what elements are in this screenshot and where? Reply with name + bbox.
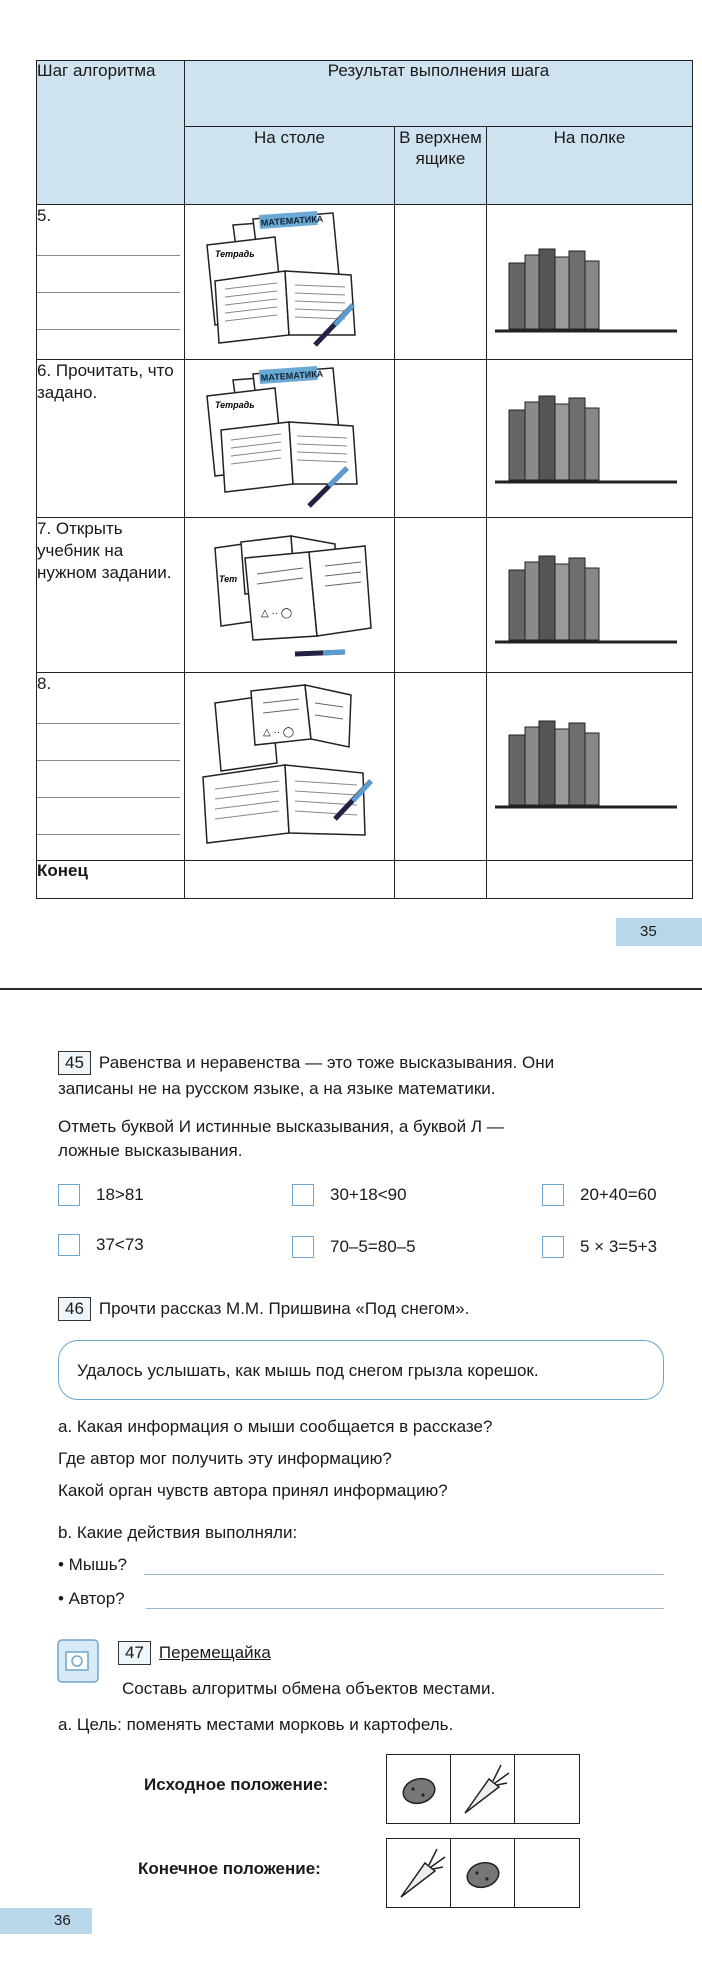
carrot-icon: [391, 1845, 447, 1901]
statement-text: 37<73: [96, 1235, 144, 1254]
header-on-table: На столе: [185, 127, 395, 205]
svg-text:△ ·· ◯: △ ·· ◯: [261, 608, 293, 619]
answer-line[interactable]: [37, 798, 180, 835]
header-step: Шаг алгоритма: [37, 61, 185, 205]
shelf-cell: [487, 205, 693, 360]
books-on-table-illustration: [185, 673, 385, 853]
shelf-cell: [487, 518, 693, 673]
question-a-line3: Какой орган чувств автора принял информацию?: [58, 1481, 448, 1500]
books-on-table-illustration: [185, 205, 385, 355]
statement-text: 30+18<90: [330, 1185, 407, 1204]
step-label: 7. Открыть учебник на нужном задании.: [37, 519, 172, 582]
answer-line[interactable]: [37, 724, 180, 761]
answer-checkbox[interactable]: [542, 1184, 564, 1206]
header-in-drawer: В верхнем ящике: [395, 127, 487, 205]
statement-item[interactable]: [542, 1236, 657, 1258]
task45-text-line2: записаны не на русском языке, а на языке математики.: [58, 1079, 496, 1098]
task46-text: Прочти рассказ М.М. Пришвина «Под снегом».: [98, 1299, 470, 1318]
books-on-shelf-illustration: [487, 673, 687, 853]
books-on-table-illustration: [185, 518, 385, 668]
potato-icon: [455, 1845, 511, 1901]
question-a-line1: a. Какая информация о мыши сообщается в рассказе?: [58, 1417, 493, 1436]
page-number: 35: [616, 918, 702, 946]
step-6: [37, 360, 185, 518]
mouse-answer-line[interactable]: [144, 1574, 664, 1575]
task45-text-line1: [58, 1050, 554, 1076]
notebook-title: Тетрадь: [215, 400, 255, 410]
task46-heading: [58, 1296, 469, 1322]
goal-label: a. Цель: поменять местами морковь и картофель.: [58, 1715, 454, 1734]
grid-cell: [387, 1755, 451, 1823]
statement-text: 70–5=80–5: [330, 1237, 416, 1256]
statement-text: 18>81: [96, 1185, 144, 1204]
page-35: [0, 0, 702, 990]
statement-item[interactable]: [58, 1184, 144, 1206]
task47-text: Составь алгоритмы обмена объектов местами.: [122, 1679, 496, 1698]
end-label: Конец: [37, 861, 185, 899]
answer-line[interactable]: [37, 761, 180, 798]
table-cell-books: [185, 518, 395, 673]
end-cell: [185, 861, 395, 899]
task47-title: Перемещайка: [158, 1643, 271, 1662]
question-b: b. Какие действия выполняли:: [58, 1523, 298, 1542]
step-7: [37, 518, 185, 673]
final-position-grid: [386, 1838, 580, 1908]
books-on-table-illustration: [185, 360, 385, 515]
page-number: 36: [0, 1908, 92, 1934]
question-mouse: • Мышь?: [58, 1555, 128, 1574]
task-number: 46: [58, 1297, 91, 1321]
table-cell-books: [185, 673, 395, 861]
statement-item[interactable]: [58, 1234, 144, 1256]
step-label: 5.: [37, 206, 52, 225]
table-cell-books: [185, 205, 395, 360]
book-title: МАТЕМАТИКА: [260, 368, 324, 383]
books-on-shelf-illustration: [487, 360, 687, 515]
drawer-cell: [395, 518, 487, 673]
svg-text:△ ·· ◯: △ ·· ◯: [263, 727, 295, 738]
task45-instruction-line2: ложные высказывания.: [58, 1141, 243, 1160]
step-5: [37, 205, 185, 360]
books-on-shelf-illustration: [487, 205, 687, 355]
grid-cell: [387, 1839, 451, 1907]
task47-heading: [118, 1640, 271, 1666]
author-answer-line[interactable]: [146, 1608, 664, 1609]
books-on-shelf-illustration: [487, 518, 687, 668]
answer-line[interactable]: [37, 695, 180, 724]
question-author: • Автор?: [58, 1589, 125, 1608]
algorithm-table: [36, 60, 693, 899]
task-number: 45: [58, 1051, 91, 1075]
statement-text: 5 × 3=5+3: [580, 1237, 658, 1256]
answer-checkbox[interactable]: [292, 1184, 314, 1206]
answer-line[interactable]: [37, 256, 180, 293]
end-cell: [487, 861, 693, 899]
task-number: 47: [118, 1641, 151, 1665]
header-result: Результат выполнения шага: [185, 61, 693, 127]
grid-cell: [451, 1839, 515, 1907]
initial-position-label: Исходное положение:: [144, 1775, 329, 1794]
question-a-line2: Где автор мог получить эту информацию?: [58, 1449, 392, 1468]
end-cell: [395, 861, 487, 899]
statement-item[interactable]: [292, 1184, 407, 1206]
step-label: 8.: [37, 674, 52, 693]
carrot-icon: [455, 1761, 511, 1817]
shelf-cell: [487, 360, 693, 518]
book-title: МАТЕМАТИКА: [260, 213, 324, 228]
step-8: [37, 673, 185, 861]
goal-text: [58, 1712, 453, 1738]
final-position-label: Конечное положение:: [138, 1859, 321, 1878]
statement-item[interactable]: [292, 1236, 416, 1258]
task45-text: Равенства и неравенства — это тоже высказывания. Они: [98, 1053, 555, 1072]
grid-cell: [515, 1755, 579, 1823]
drawer-cell: [395, 205, 487, 360]
potato-icon: [391, 1761, 447, 1817]
initial-position-grid: [386, 1754, 580, 1824]
statement-item[interactable]: [542, 1184, 657, 1206]
drawer-cell: [395, 360, 487, 518]
step-label: 6. Прочитать, что задано.: [37, 361, 174, 402]
notebook-title: Тетрадь: [215, 249, 255, 259]
story-quote: Удалось услышать, как мышь под снегом грызла корешок.: [58, 1340, 664, 1400]
answer-line[interactable]: [37, 293, 180, 330]
drawer-cell: [395, 673, 487, 861]
header-on-shelf: На полке: [487, 127, 693, 205]
notebook-title: Тет: [219, 574, 238, 584]
grid-cell: [451, 1755, 515, 1823]
table-cell-books: [185, 360, 395, 518]
task45-instruction-line1: Отметь буквой И истинные высказывания, а буквой Л —: [58, 1117, 504, 1136]
computer-task-icon: [56, 1638, 100, 1684]
statement-text: 20+40=60: [580, 1185, 657, 1204]
answer-checkbox[interactable]: [58, 1234, 80, 1256]
shelf-cell: [487, 673, 693, 861]
answer-checkbox[interactable]: [58, 1184, 80, 1206]
grid-cell: [515, 1839, 579, 1907]
answer-checkbox[interactable]: [542, 1236, 564, 1258]
answer-line[interactable]: [37, 227, 180, 256]
answer-checkbox[interactable]: [292, 1236, 314, 1258]
